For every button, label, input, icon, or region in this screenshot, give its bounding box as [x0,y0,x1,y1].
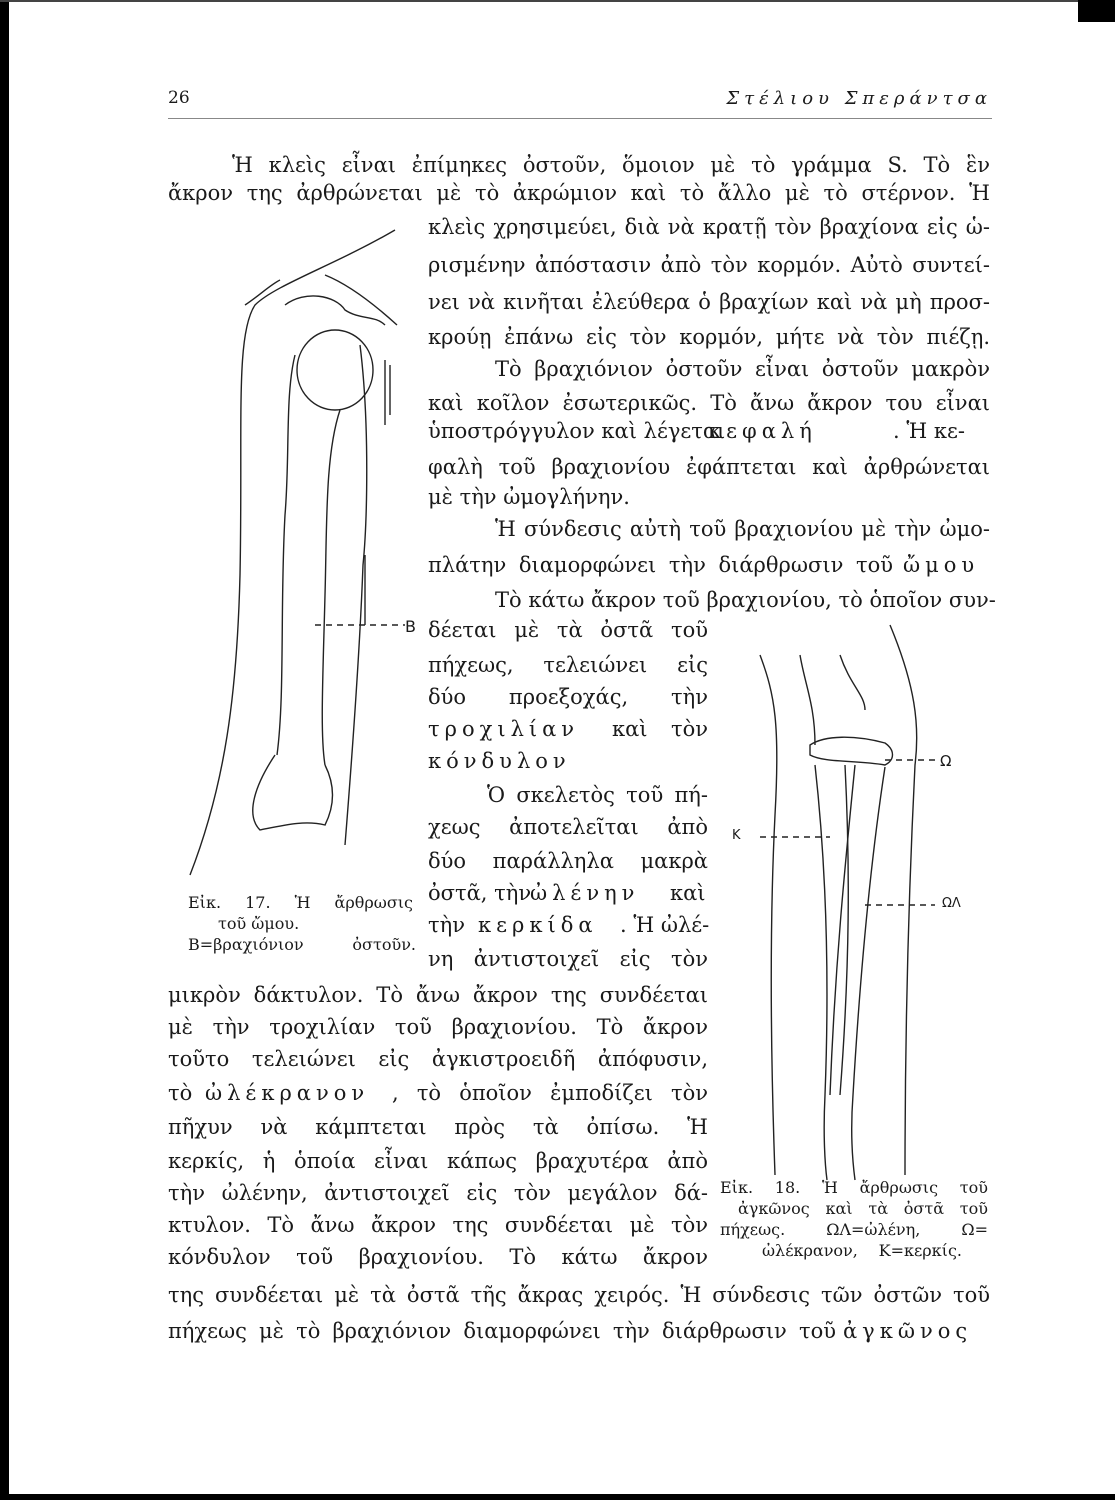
figure-17-caption-line: B=βραχιόνιον ὀστοῦν. [188,935,416,954]
forearm-outline-left [760,655,777,1175]
text-line: δύο προεξοχάς, τὴν [428,685,708,709]
term-trochilian: τροχιλίαν [428,717,580,741]
page-number: 26 [168,88,190,108]
arm-outline-right [345,345,367,845]
humerus-lower-right [840,655,865,710]
text-line: . Ἡ κε- [893,419,965,443]
scan-border-bottom [0,1494,1115,1500]
figure-18-caption-line: ἀγκῶνος καὶ τὰ ὀστᾶ τοῦ [738,1199,988,1218]
figure-18-label-k: Κ [732,828,741,843]
text-line: τοῦτο τελειώνει εἰς ἀγκιστροειδῆ ἀπόφυσιν, [168,1047,708,1071]
term-kondylon: κόνδυλον [428,749,571,773]
figure-17-caption-line: Εἰκ. 17. Ἡ ἄρθρωσις [188,893,413,912]
running-head: Στέλιου Σπεράντσα [726,88,992,109]
text-line: της συνδέεται μὲ τὰ ὀστᾶ τῆς ἄκρας χειρός. Ἡ σύνδεσις τῶν ὀστῶν τοῦ [168,1283,990,1307]
humeral-head [297,330,373,410]
text-line: κρούῃ ἐπάνω εἰς τὸν κορμόν, μήτε νὰ τὸν πιέζῃ. [428,325,990,349]
figure-18-label-o: Ω [940,752,952,770]
acromion-outline [285,296,385,325]
text-line: νη ἀντιστοιχεῖ εἰς τὸν [428,947,708,971]
text-line: δέεται μὲ τὰ ὀστᾶ τοῦ [428,618,708,642]
text-line: πήχεως μὲ τὸ βραχιόνιον διαμορφώνει τὴν διάρθρωσιν τοῦ [168,1319,836,1343]
scapula-hint [245,280,280,305]
text-line: τὴν ὠλένην, ἀντιστοιχεῖ εἰς τὸν μεγάλον δά- [168,1181,708,1205]
text-line: Τὸ βραχιόνιον ὀστοῦν εἶναι ὀστοῦν μακρὸν [495,357,990,381]
clavicle-outline [325,275,397,325]
radius-left-edge [830,765,855,1095]
radius-right-edge [852,767,885,1180]
muscle-lines [385,360,390,425]
term-agkonos: ἀγκῶνος [843,1319,973,1343]
humerus-right-edge [322,410,340,765]
figure-18-elbow-illustration [735,615,975,1185]
text-line: κλεὶς χρησιμεύει, διὰ νὰ κρατῇ τὸν βραχίονα εἰς ὡ- [428,215,990,239]
scan-corner-mark [1078,0,1115,22]
humerus-left-edge [277,355,295,755]
text-line: . Ἡ ὠλέ- [620,913,710,937]
text-line: κερκίς, ἡ ὁποία εἶναι κάπως βραχυτέρα ἀπὸ [168,1149,708,1173]
text-line: πῆχυν νὰ κάμπτεται πρὸς τὰ ὀπίσω. Ἡ [168,1115,708,1139]
text-line: κόνδυλον τοῦ βραχιονίου. Τὸ κάτω ἄκρον [168,1245,708,1269]
text-line: μὲ τὴν τροχιλίαν τοῦ βραχιονίου. Τὸ ἄκρον [168,1015,708,1039]
text-line: ὀστᾶ, τὴν [428,881,532,905]
scan-border-left [0,0,9,1500]
text-line: Τὸ κάτω ἄκρον τοῦ βραχιονίου, τὸ ὁποῖον συν- [495,588,996,612]
text-line: Ἡ κλεὶς εἶναι ἐπίμηκες ὀστοῦν, ὅμοιον μὲ τὸ γράμμα S. Τὸ ἓν [232,153,990,177]
text-line: νει νὰ κινῆται ἐλεύθερα ὁ βραχίων καὶ νὰ μὴ προσ- [428,290,990,314]
humerus-lower-left [800,655,815,745]
figure-18-caption-line: Εἰκ. 18. Ἡ ἄρθρωσις τοῦ [720,1178,988,1197]
term-kerkida: κερκίδα [478,913,598,937]
term-olenin: ὠλένην [530,881,640,905]
figure-18-label-ol: ΩΛ [942,896,961,911]
text-line: καὶ [670,881,706,905]
text-line: χεως ἀποτελεῖται ἀπὸ [428,815,708,839]
text-line: φαλὴ τοῦ βραχιονίου ἐφάπτεται καὶ ἀρθρώνεται [428,455,990,479]
figure-18-caption-line: πήχεως. ΩΛ=ὠλένη, Ω= [720,1220,988,1239]
term-olekranon: ὠλέκρανον [205,1081,370,1105]
figure-17-shoulder-illustration [185,225,425,890]
text-line: ρισμένην ἀπόστασιν ἀπὸ τὸν κορμόν. Αὐτὸ συντεί- [428,253,990,277]
text-line: κτυλον. Τὸ ἄνω ἄκρον της συνδέεται μὲ τὸν [168,1213,708,1237]
text-line: ὑποστρόγγυλον καὶ λέγεται [428,419,726,443]
text-line: καὶ τὸν [612,717,708,741]
text-line: Ὁ σκελετὸς τοῦ πή- [487,783,708,807]
text-line: καὶ κοῖλον ἐσωτερικῶς. Τὸ ἄνω ἄκρον του εἶναι [428,391,990,415]
text-line: τὸ [168,1081,193,1105]
scan-border-top [0,0,1115,2]
term-omou: ὤμου [903,553,980,577]
ulna-right-edge [840,765,848,1095]
text-line: μικρὸν δάκτυλον. Τὸ ἄνω ἄκρον της συνδέεται [168,983,708,1007]
figure-17-label-b: B [405,617,416,636]
ulna-left-edge [815,765,827,1180]
text-line: δύο παράλληλα μακρὰ [428,849,708,873]
text-line: Ἡ σύνδεσις αὐτὴ τοῦ βραχιονίου μὲ τὴν ὠμο- [495,517,990,541]
text-line: πήχεως, τελειώνει εἰς [428,653,708,677]
trochlea-condyle [810,737,893,765]
text-line: πλάτην διαμορφώνει τὴν διάρθρωσιν τοῦ [428,553,893,577]
text-line: ἄκρον της ἀρθρώνεται μὲ τὸ ἀκρώμιον καὶ τὸ ἄλλο μὲ τὸ στέρνον. Ἡ [168,181,990,205]
figure-17-caption-line: τοῦ ὤμου. [218,914,300,933]
text-line: , τὸ ὁποῖον ἐμποδίζει τὸν [392,1081,708,1105]
text-line: τὴν [428,913,465,937]
humerus-lower-end [253,755,333,830]
page-header [168,88,992,119]
forearm-outline-right [890,625,917,1175]
figure-18-caption-line: ὠλέκρανον, Κ=κερκίς. [762,1241,962,1260]
term-kefali: κεφαλή [708,419,817,443]
text-line: μὲ τὴν ὠμογλήνην. [428,485,630,509]
